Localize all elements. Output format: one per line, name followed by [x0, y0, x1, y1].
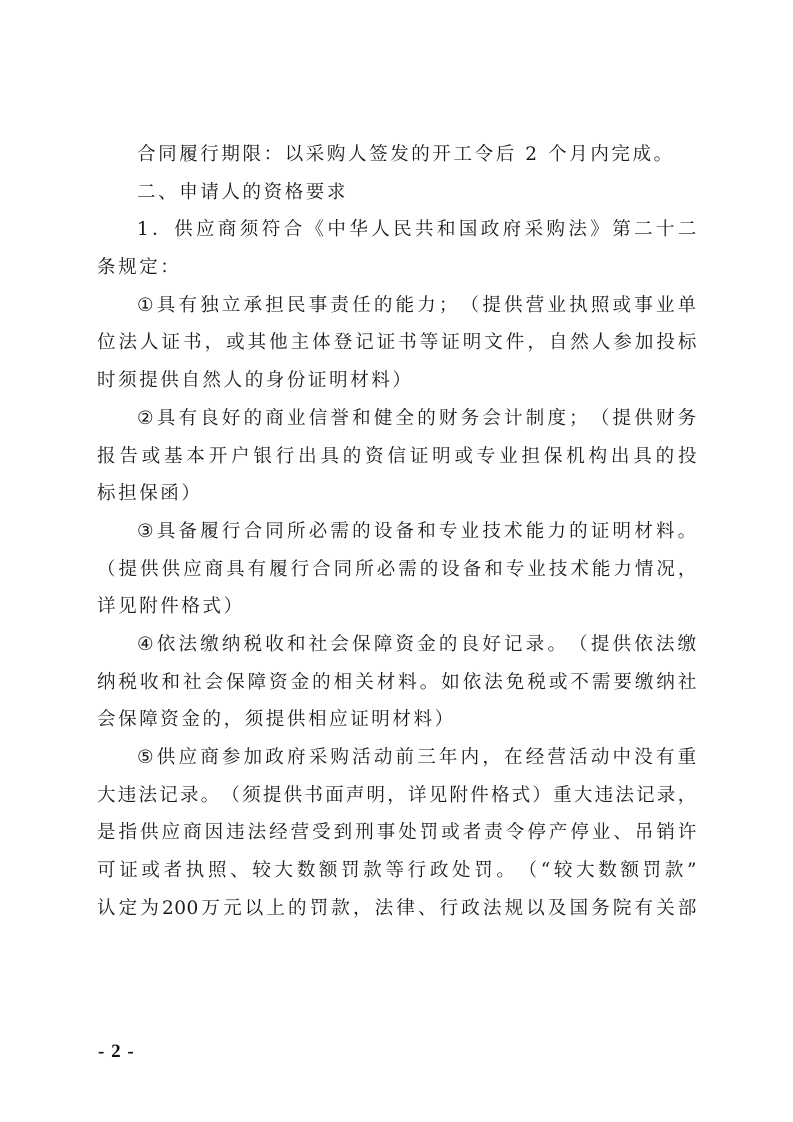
text-line: 会保障资金的，须提供相应证明材料）	[97, 709, 456, 731]
text-line: （ 提 供 供 应 商 具 有 履 行 合 同 所 必 需 的 设 备 和 专 业 技 术 能 力 情 况 ，	[97, 558, 697, 580]
text-line: ⑤ 供 应 商 参 加 政 府 采 购 活 动 前 三 年 内 ， 在 经 营 活 动 中 没 有 重	[137, 747, 697, 768]
text-line: ③ 具 备 履 行 合 同 所 必 需 的 设 备 和 专 业 技 术 能 力 的 证 明 材 料 。	[137, 520, 697, 542]
text-line: 认 定 为 200 万 元 以 上 的 罚 款 ， 法 律 、 行 政 法 规 以 及 国 务 院 有 关 部	[97, 897, 697, 919]
text-line: 是 指 供 应 商 因 违 法 经 营 受 到 刑 事 处 罚 或 者 责 令 停 产 停 业 、 吊 销 许	[97, 822, 697, 844]
text-line: 报 告 或 基 本 开 户 银 行 出 具 的 资 信 证 明 或 专 业 担 保 机 构 出 具 的 投	[97, 445, 697, 467]
text-line: 大 违 法 记 录 。 （ 须 提 供 书 面 声 明 ， 详 见 附 件 格 式 ） 重 大 违 法 记 录 ，	[97, 784, 697, 806]
text-line: 标担保函）	[97, 483, 203, 505]
text-line: 条规定：	[97, 257, 182, 279]
text-line: 可 证 或 者 执 照 、 较 大 数 额 罚 款 等 行 政 处 罚 。 （ “ 较 大 数 额 罚 款 ”	[97, 860, 697, 882]
text-line: ① 具 有 独 立 承 担 民 事 责 任 的 能 力 ； （ 提 供 营 业 执 照 或 事 业 单	[137, 294, 697, 316]
body-text	[97, 136, 697, 927]
text-line: ② 具 有 良 好 的 商 业 信 誉 和 健 全 的 财 务 会 计 制 度 ； （ 提 供 财 务	[137, 407, 697, 429]
text-line: 1 ． 供 应 商 须 符 合 《 中 华 人 民 共 和 国 政 府 采 购 法 》 第 二 十 二	[137, 219, 697, 241]
text-line: 纳 税 收 和 社 会 保 障 资 金 的 相 关 材 料 。 如 依 法 免 税 或 不 需 要 缴 纳 社	[97, 671, 697, 693]
text-line: 位 法 人 证 书 ， 或 其 他 主 体 登 记 证 书 等 证 明 文 件 ， 自 然 人 参 加 投 标	[97, 332, 697, 354]
page-number: - 2 -	[98, 1041, 135, 1062]
text-line: 合同履行期限：以采购人签发的开工令后 2 个月内完成。	[137, 144, 675, 165]
text-line: 时须提供自然人的身份证明材料）	[97, 370, 414, 392]
text-line: 详见附件格式）	[97, 596, 245, 618]
text-line: ④ 依 法 缴 纳 税 收 和 社 会 保 障 资 金 的 良 好 记 录 。 （ 提 供 依 法 缴	[137, 633, 697, 655]
section-heading: 二、申请人的资格要求	[137, 181, 349, 203]
